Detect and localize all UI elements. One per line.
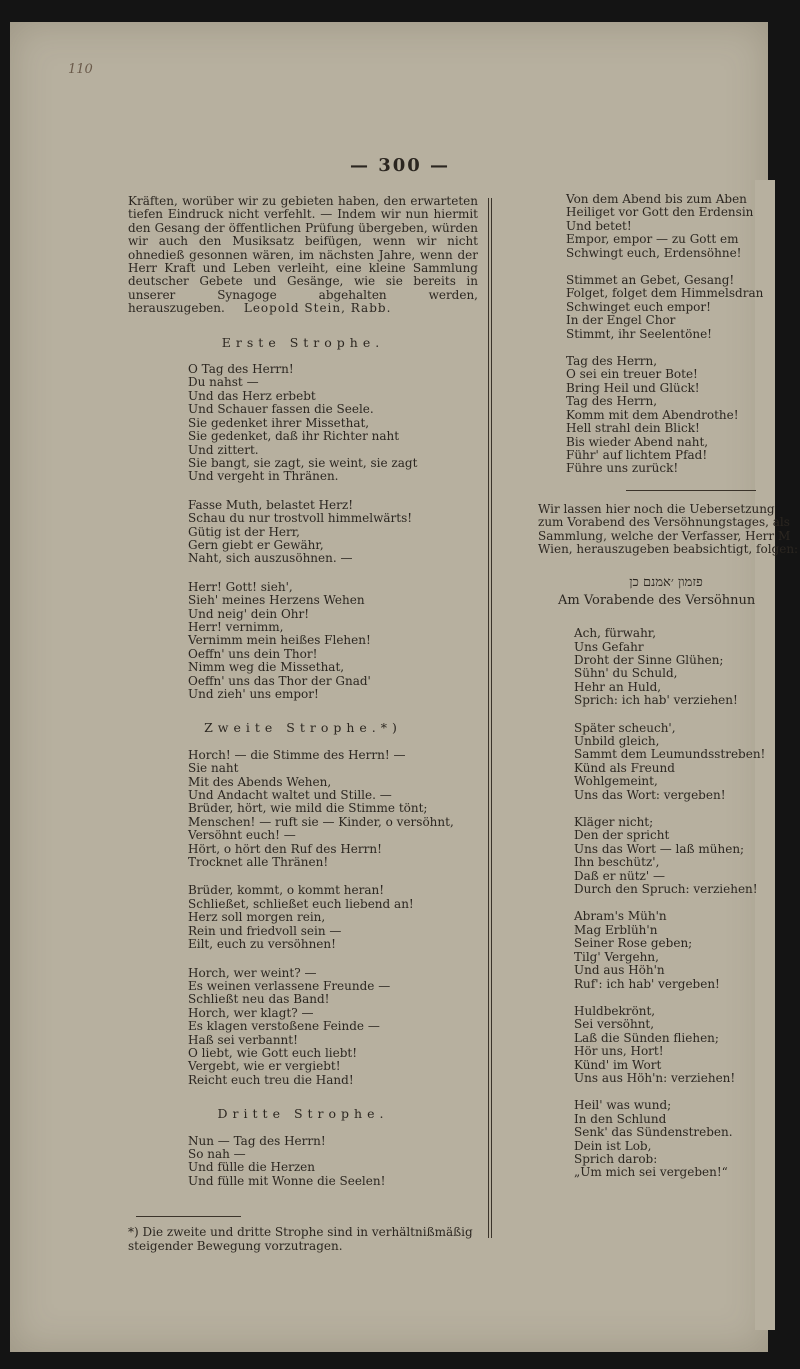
stanza	[574, 1005, 766, 1085]
text-line: Und neig' dein Ohr!	[188, 606, 310, 621]
text-line: Und Schauer fassen die Seele.	[188, 402, 374, 417]
text-line: Komm mit dem Abendrothe!	[566, 407, 739, 422]
text-line: Sie gedenket, daß ihr Richter naht	[188, 429, 400, 444]
text-line: Und fülle mit Wonne die Seelen!	[188, 1173, 386, 1188]
text-line: Seiner Rose geben;	[574, 936, 693, 951]
left-column	[128, 195, 478, 1253]
text-line: „Um mich sei vergeben!“	[574, 1165, 728, 1180]
text-line: Und vergeht in Thränen.	[188, 469, 339, 484]
text-line: Bis wieder Abend naht,	[566, 434, 709, 449]
text-line: Schließt neu das Band!	[188, 992, 330, 1007]
text-line: Wohlgemeint,	[574, 774, 658, 789]
text-line: Schwinget euch empor!	[566, 299, 711, 314]
text-line: Brüder, hört, wie mild die Stimme tönt;	[188, 801, 428, 816]
intro-text: Kräften, worüber wir zu gebieten haben, den erwarteten tiefen Eindruck nicht verfehlt. — Indem wir nun hiermit den Gesang der öffentlichen Prüfung übergeben, würden wir auch den Musiksatz beifügen, wenn wir nicht ohnedieß gesonnen wären, im nächsten Jahre, wenn der Herr Kraft und Leben verleiht, eine kleine Sammlung deutscher Gebete und Gesänge, wie sie bereits in unserer Synagoge abgehalten werden, herauszugeben.	[128, 194, 478, 316]
text-line: Horch! — die Stimme des Herrn! —	[188, 747, 406, 762]
stanza	[188, 967, 478, 1088]
heading-first-strophe: Erste Strophe.	[221, 334, 385, 350]
text-line: Und zittert.	[188, 442, 259, 457]
heading-second-strophe: Zweite Strophe.*)	[204, 720, 402, 736]
text-line: Sprich darob:	[574, 1151, 658, 1166]
text-line: Herz soll morgen rein,	[188, 910, 326, 925]
text-line: Sie naht	[188, 761, 239, 776]
text-line: Oeffn' uns das Thor der Gnad'	[188, 673, 371, 688]
text-line: Vernimm mein heißes Flehen!	[188, 633, 371, 648]
stanza	[574, 722, 766, 802]
text-line: In den Schlund	[574, 1111, 667, 1126]
text-line: Später scheuch',	[574, 720, 676, 735]
text-line: Dein ist Lob,	[574, 1138, 652, 1153]
text-line: Du nahst —	[188, 375, 259, 390]
text-line: Horch, wer weint? —	[188, 965, 317, 980]
footnote-rule	[136, 1216, 241, 1217]
text-line: Künd als Freund	[574, 760, 675, 775]
text-line: Hell strahl dein Blick!	[566, 421, 700, 436]
text-line: Abram's Müh'n	[574, 909, 667, 924]
text-line: Brüder, kommt, o kommt heran!	[188, 883, 385, 898]
text-line: Herr! Gott! sieh',	[188, 579, 293, 594]
text-line: Empor, empor — zu Gott em	[566, 232, 739, 247]
section-rule	[626, 490, 756, 491]
text-line: Bring Heil und Glück!	[566, 380, 700, 395]
text-line: Wir lassen hier noch die Uebersetzung	[538, 501, 775, 516]
text-line: Und fülle die Herzen	[188, 1160, 315, 1175]
text-line: Tag des Herrn,	[566, 394, 658, 409]
text-line: Menschen! — ruft sie — Kinder, o versöhnt,	[188, 814, 454, 829]
hebrew-title: פזמון ׳אמנם כן	[629, 575, 703, 591]
text-line: Heil' was wund;	[574, 1098, 672, 1113]
text-line: Rein und friedvoll sein —	[188, 923, 342, 938]
text-line: Trocknet alle Thränen!	[188, 855, 329, 870]
text-line: Naht, sich auszusöhnen. —	[188, 551, 353, 566]
text-line: Oeffn' uns dein Thor!	[188, 646, 318, 661]
stanza	[188, 499, 478, 566]
text-line: Unbild gleich,	[574, 734, 660, 748]
text-line: Herr! vernimm,	[188, 619, 284, 634]
text-line: Folget, folget dem Himmelsdran	[566, 286, 764, 301]
text-line: Sei versöhnt,	[574, 1017, 655, 1032]
intro-paragraph	[128, 195, 478, 316]
text-line: Gern giebt er Gewähr,	[188, 537, 324, 552]
text-line: Und das Herz erbebt	[188, 388, 316, 403]
text-line: Und Andacht waltet und Stille. —	[188, 788, 392, 803]
text-line: Schwingt euch, Erdensöhne!	[566, 245, 742, 260]
text-line: Reicht euch treu die Hand!	[188, 1072, 354, 1087]
text-line: Gütig ist der Herr,	[188, 524, 300, 539]
text-line: Vergebt, wie er vergiebt!	[188, 1059, 341, 1074]
text-line: Hehr an Huld,	[574, 679, 662, 694]
text-line: Ach, fürwahr,	[574, 626, 657, 641]
footnote: *) Die zweite und dritte Strophe sind in verhältnißmäßig steigender Bewegung vorzutragen.	[128, 1225, 473, 1254]
text-line: Uns das Wort: vergeben!	[574, 787, 726, 802]
stanza	[188, 884, 478, 951]
text-line: Es weinen verlassene Freunde —	[188, 978, 391, 993]
text-line: Uns Gefahr	[574, 639, 644, 654]
heading-third-strophe: Dritte Strophe.	[217, 1106, 389, 1122]
signature: Leopold Stein, Rabb.	[243, 301, 392, 316]
text-line: Stimmet an Gebet, Gesang!	[566, 273, 735, 288]
text-line: Mit des Abends Wehen,	[188, 774, 332, 789]
stanza	[188, 1135, 478, 1189]
translation-note	[538, 501, 799, 557]
text-line: Hör uns, Hort!	[574, 1044, 664, 1059]
text-line: Und aus Höh'n	[574, 963, 665, 978]
text-line: Es klagen verstoßene Feinde —	[188, 1019, 380, 1034]
text-line: zum Vorabend des Versöhnungstages, als	[538, 515, 790, 530]
text-line: Daß er nütz' —	[574, 868, 665, 883]
text-line: O sei ein treuer Bote!	[566, 367, 698, 382]
text-line: Ruf': ich hab' vergeben!	[574, 976, 720, 991]
text-line: Droht der Sinne Glühen;	[574, 652, 724, 667]
text-line: Mag Erblüh'n	[574, 922, 658, 937]
text-line: Tag des Herrn,	[566, 354, 658, 369]
page-number: — 300 —	[349, 155, 451, 176]
text-line: Den der spricht	[574, 828, 670, 843]
poem-title: Am Vorabende des Versöhnun	[558, 592, 756, 608]
text-line: Sammt dem Leumundsstreben!	[574, 747, 766, 762]
text-line: In der Engel Chor	[566, 313, 676, 328]
text-line: Sammlung, welche der Verfasser, Herr M	[538, 528, 791, 543]
text-line: Uns das Wort — laß mühen;	[574, 841, 745, 856]
text-line: Kläger nicht;	[574, 815, 654, 830]
text-line: Sühn' du Schuld,	[574, 666, 678, 681]
text-line: Horch, wer klagt? —	[188, 1005, 314, 1020]
text-line: Und zieh' uns empor!	[188, 687, 319, 701]
stanza	[574, 816, 766, 896]
right-column	[538, 192, 799, 1194]
text-line: Fasse Muth, belastet Herz!	[188, 497, 354, 512]
text-line: Senk' das Sündenstreben.	[574, 1125, 733, 1140]
text-line: Schließet, schließet euch liebend an!	[188, 896, 414, 911]
text-line: Sie bangt, sie zagt, sie weint, sie zagt	[188, 455, 418, 470]
stanza	[188, 749, 478, 870]
stanza	[574, 1099, 766, 1179]
text-line: Führe uns zurück!	[566, 461, 679, 476]
text-line: Von dem Abend bis zum Aben	[566, 192, 747, 206]
text-line: Nimm weg die Missethat,	[188, 660, 345, 675]
text-line: Hört, o hört den Ruf des Herrn!	[188, 841, 382, 856]
stanza	[574, 910, 766, 990]
stanza	[188, 581, 478, 702]
text-line: Huldbekrönt,	[574, 1003, 656, 1018]
text-line: Versöhnt euch! —	[188, 828, 296, 843]
stanza	[566, 193, 766, 260]
text-line: Stimmt, ihr Seelentöne!	[566, 326, 712, 341]
stanza	[574, 627, 766, 707]
text-line: Durch den Spruch: verziehen!	[574, 882, 758, 897]
text-line: Und betet!	[566, 218, 632, 233]
text-line: Führ' auf lichtem Pfad!	[566, 447, 708, 462]
text-line: Uns aus Höh'n: verziehen!	[574, 1070, 736, 1085]
text-line: Sie gedenket ihrer Missethat,	[188, 415, 370, 430]
text-line: Nun — Tag des Herrn!	[188, 1133, 326, 1148]
column-divider	[488, 198, 492, 1238]
stanza	[566, 274, 766, 341]
text-line: Schau du nur trostvoll himmelwärts!	[188, 511, 413, 526]
text-line: Tilg' Vergehn,	[574, 949, 659, 964]
text-line: Sprich: ich hab' verziehen!	[574, 693, 738, 708]
handwritten-note: 110	[68, 62, 93, 77]
text-line: Eilt, euch zu versöhnen!	[188, 937, 336, 952]
text-line: Heiliget vor Gott den Erdensin	[566, 205, 754, 220]
text-line: O liebt, wie Gott euch liebt!	[188, 1045, 358, 1060]
text-line: Wien, herauszugeben beabsichtigt, folgen:	[538, 541, 799, 556]
text-line: Ihn beschütz',	[574, 855, 660, 870]
text-line: Sieh' meines Herzens Wehen	[188, 593, 365, 608]
stanza	[566, 355, 766, 476]
text-line: Haß sei verbannt!	[188, 1032, 298, 1047]
stanza	[188, 363, 478, 484]
text-line: Laß die Sünden fliehen;	[574, 1030, 719, 1045]
text-line: So nah —	[188, 1146, 246, 1161]
text-line: Künd' im Wort	[574, 1057, 662, 1072]
text-line: O Tag des Herrn!	[188, 362, 294, 377]
